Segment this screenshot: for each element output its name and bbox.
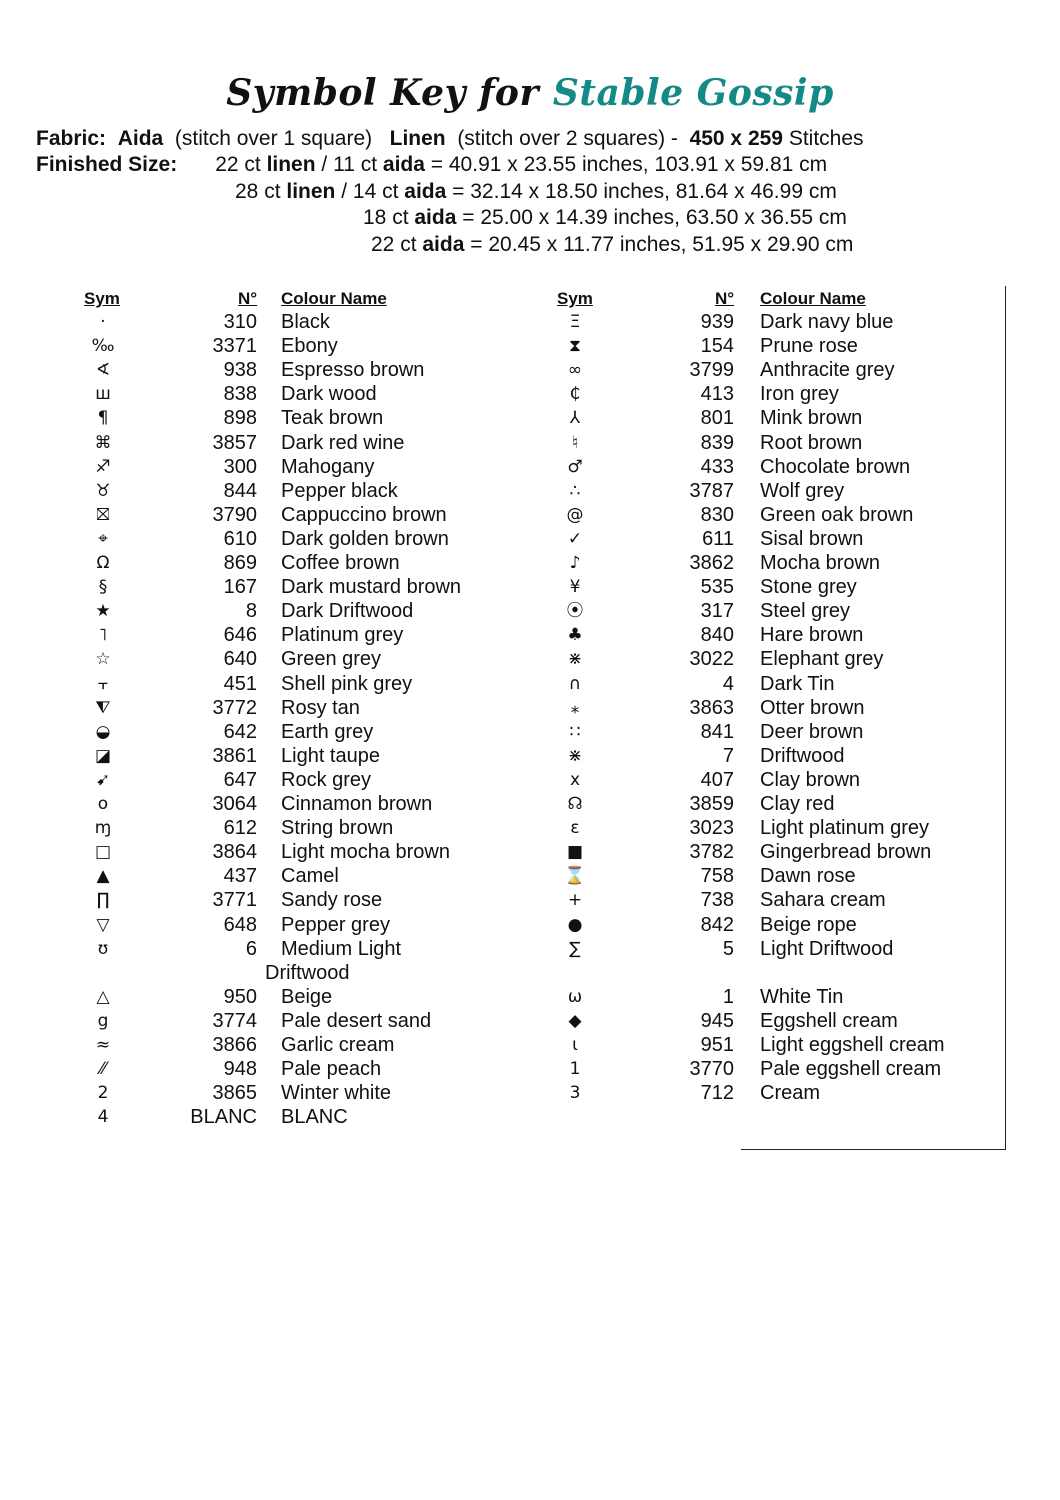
symbol-cell: 4	[97, 1107, 109, 1128]
colour-name-cell: Dawn rose	[760, 865, 856, 888]
number-cell: 6	[245, 937, 257, 960]
size-sep: / 11 ct	[321, 153, 378, 176]
symbol-cell: ∏	[96, 890, 110, 911]
fabric-aida: Aida	[117, 127, 164, 150]
symbol-cell: ◒	[95, 721, 111, 742]
number-cell: 3022	[689, 648, 734, 671]
symbol-cell: §	[98, 577, 108, 598]
colour-name-continued: Driftwood	[265, 961, 350, 984]
symbol-cell: ∢	[95, 360, 111, 381]
symbol-cell: ⧨	[95, 697, 111, 718]
symbol-cell: ɱ	[94, 818, 112, 839]
size-dims: = 40.91 x 23.55 inches, 103.91 x 59.81 cm	[430, 153, 828, 176]
number-cell: 300	[223, 455, 257, 478]
colour-name-cell: Black	[281, 311, 330, 333]
number-cell: 3862	[689, 552, 734, 574]
symbol-cell: ≈	[95, 1035, 111, 1055]
colour-name-cell: Teak brown	[281, 407, 384, 430]
number-cell: 3866	[212, 1034, 257, 1056]
colour-name-cell: Steel grey	[760, 600, 851, 623]
colour-name-cell: Medium Light	[281, 937, 402, 960]
colour-name-cell: Pepper grey	[281, 913, 390, 936]
number-cell: 738	[700, 889, 734, 912]
number-cell: 8	[245, 600, 257, 623]
number-cell: 451	[223, 672, 257, 695]
number-cell: 898	[223, 407, 257, 430]
size-dims: = 32.14 x 18.50 inches, 81.64 x 46.99 cm	[452, 180, 837, 203]
colour-name-cell: Light taupe	[281, 744, 380, 767]
symbol-cell: ⌘	[94, 432, 112, 453]
number-cell: 3857	[212, 431, 257, 454]
finished-size-line	[363, 205, 847, 231]
number-cell: 3865	[212, 1082, 257, 1105]
colour-name-cell: Sisal brown	[760, 527, 864, 550]
number-cell: 640	[223, 648, 257, 671]
size-ct: 28 ct	[235, 180, 281, 203]
symbol-cell: 2	[97, 1083, 109, 1104]
symbol-cell: ¥	[569, 577, 581, 598]
colour-name-cell: Pale peach	[281, 1058, 382, 1081]
symbol-cell: □	[94, 842, 112, 863]
colour-name-cell: Shell pink grey	[281, 672, 413, 695]
symbol-cell: ‰	[91, 336, 115, 357]
symbol-cell: ⋇	[567, 745, 583, 766]
colour-name-cell: Mocha brown	[760, 552, 881, 574]
number-cell: 647	[223, 768, 257, 791]
colour-name-cell: Pale eggshell cream	[760, 1058, 942, 1081]
table-border-right	[1005, 286, 1006, 1150]
symbol-cell: ★	[95, 601, 111, 622]
colour-name-cell: Wolf grey	[760, 479, 845, 502]
symbol-cell: ♮	[571, 432, 579, 453]
colour-name-cell: Cream	[760, 1082, 821, 1105]
symbol-cell: ∑	[569, 938, 581, 959]
symbol-cell: 1	[569, 1059, 581, 1080]
symbol-cell: o	[97, 794, 109, 814]
number-cell: 4	[722, 672, 734, 695]
number-cell: 3787	[689, 479, 734, 502]
size-fabric: linen	[286, 180, 336, 203]
number-cell: 3799	[689, 359, 734, 382]
colour-name-cell: Anthracite grey	[760, 359, 895, 382]
finished-size-line	[36, 152, 827, 178]
colour-name-cell: Green grey	[281, 648, 382, 671]
size-fabric-2: aida	[382, 153, 425, 176]
fabric-label: Fabric:	[36, 127, 107, 150]
finished-size-line	[371, 232, 853, 258]
finished-size-line	[235, 179, 837, 205]
fabric-linen: Linen	[389, 127, 446, 150]
colour-name-cell: Root brown	[760, 431, 863, 454]
symbol-cell: ⫟	[97, 673, 109, 694]
right-header-name: Colour Name	[760, 289, 866, 308]
colour-name-cell: Dark golden brown	[281, 527, 449, 550]
number-cell: 646	[223, 624, 257, 647]
number-cell: 948	[223, 1058, 257, 1081]
colour-name-cell: Stone grey	[760, 576, 857, 599]
colour-name-cell: Light Driftwood	[760, 937, 894, 960]
size-fabric: aida	[422, 233, 465, 256]
number-cell: 7	[722, 744, 734, 767]
colour-name-cell: Coffee brown	[281, 552, 400, 574]
number-cell: 3859	[689, 793, 734, 815]
symbol-cell: ɛ	[570, 818, 580, 839]
symbol-cell: x	[569, 769, 581, 790]
number-cell: 3064	[212, 793, 257, 815]
symbol-cell: ⌛	[564, 866, 586, 887]
symbol-cell: ∷	[569, 721, 581, 742]
symbol-cell: ⧗	[569, 336, 581, 357]
colour-name-cell: Winter white	[281, 1082, 392, 1105]
size-dims: = 25.00 x 14.39 inches, 63.50 x 36.55 cm	[462, 206, 847, 229]
number-cell: 840	[700, 624, 734, 647]
number-cell: 3863	[689, 696, 734, 719]
symbol-cell: ☊	[567, 794, 583, 814]
number-cell: 839	[700, 431, 734, 454]
fabric-linen-note: (stitch over 2 squares) -	[457, 127, 678, 150]
symbol-cell: ♪	[569, 553, 581, 573]
colour-name-cell: Beige rope	[760, 913, 857, 936]
number-cell: 844	[223, 479, 257, 502]
number-cell: 317	[700, 600, 734, 623]
colour-name-cell: White Tin	[760, 985, 844, 1008]
number-cell: 310	[223, 311, 257, 333]
colour-name-cell: Pepper black	[281, 479, 398, 502]
symbol-cell: +	[567, 890, 583, 911]
colour-name-cell: Light mocha brown	[281, 841, 450, 864]
colour-name-cell: Cappuccino brown	[281, 503, 447, 526]
colour-name-cell: Dark red wine	[281, 431, 405, 454]
colour-name-cell: Iron grey	[760, 383, 839, 406]
symbol-cell: ♐	[95, 456, 111, 477]
colour-name-cell: Chocolate brown	[760, 455, 911, 478]
symbol-cell: ⅄	[569, 408, 581, 429]
table-border-bottom	[741, 1149, 1006, 1150]
symbol-cell: ∩	[568, 673, 582, 694]
number-cell: 869	[223, 552, 257, 574]
symbol-cell: 3	[569, 1083, 581, 1104]
symbol-cell: ■	[566, 842, 584, 863]
symbol-cell: ω	[567, 986, 583, 1007]
number-cell: 842	[700, 913, 734, 936]
number-cell: 612	[223, 817, 257, 840]
number-cell: 3864	[212, 841, 257, 864]
number-cell: 433	[700, 455, 734, 478]
number-cell: 535	[700, 576, 734, 599]
colour-name-cell: Light platinum grey	[760, 817, 929, 840]
stitch-count: 450 x 259	[689, 127, 783, 150]
size-ct: 22 ct	[215, 153, 261, 176]
number-cell: 838	[223, 383, 257, 406]
colour-name-cell: Eggshell cream	[760, 1009, 898, 1032]
number-cell: 3774	[212, 1009, 257, 1032]
number-cell: 758	[700, 865, 734, 888]
number-cell: 642	[223, 720, 257, 743]
number-cell: 5	[722, 937, 734, 960]
symbol-cell: Ξ	[569, 312, 581, 332]
symbol-cell: Ω	[96, 553, 110, 573]
symbol-cell: ·	[100, 312, 106, 332]
number-cell: 3771	[212, 889, 257, 912]
size-ct: 22 ct	[371, 233, 417, 256]
colour-name-cell: Gingerbread brown	[760, 841, 932, 864]
colour-name-cell: Earth grey	[281, 720, 374, 743]
number-cell: 648	[223, 913, 257, 936]
symbol-cell: ʊ	[97, 938, 109, 959]
number-cell: 3772	[212, 696, 257, 719]
symbol-cell: ₵	[569, 384, 581, 405]
pattern-name: Stable Gossip	[552, 72, 834, 114]
colour-name-cell: Beige	[281, 985, 333, 1008]
colour-name-cell: Deer brown	[760, 720, 864, 743]
right-header-sym: Sym	[557, 289, 593, 308]
symbol-cell: ⁄⁄	[100, 1059, 106, 1080]
stitches-word: Stitches	[788, 127, 864, 150]
number-cell: 951	[700, 1034, 734, 1056]
colour-name-cell: Light eggshell cream	[760, 1034, 945, 1056]
number-cell: 830	[700, 503, 734, 526]
number-cell: 407	[700, 768, 734, 791]
page-title	[0, 72, 1060, 114]
symbol-cell: ♉	[95, 480, 111, 501]
symbol-cell: ¶	[97, 408, 109, 429]
number-cell: 3371	[212, 335, 257, 358]
number-cell: 167	[223, 576, 257, 599]
colour-name-cell: Camel	[281, 865, 339, 888]
symbol-cell: ☆	[95, 649, 111, 670]
colour-name-cell: String brown	[281, 817, 394, 840]
colour-name-cell: Espresso brown	[281, 359, 425, 382]
symbol-cell: ⁎	[570, 697, 580, 718]
colour-name-cell: Rock grey	[281, 768, 372, 791]
colour-name-cell: Garlic cream	[281, 1034, 395, 1056]
left-header-sym: Sym	[84, 289, 120, 308]
number-cell: 1	[722, 985, 734, 1008]
symbol-cell: ♂	[567, 456, 583, 477]
number-cell: 939	[700, 311, 734, 333]
colour-name-cell: Dark wood	[281, 383, 377, 406]
size-ct: 18 ct	[363, 206, 409, 229]
size-fabric-2: aida	[404, 180, 447, 203]
colour-name-cell: Dark Tin	[760, 672, 835, 695]
left-header-name: Colour Name	[281, 289, 387, 308]
number-cell: 3790	[212, 503, 257, 526]
colour-name-cell: Dark mustard brown	[281, 576, 462, 599]
colour-name-cell: Hare brown	[760, 624, 864, 647]
colour-name-cell: BLANC	[281, 1106, 348, 1129]
colour-name-cell: Clay red	[760, 793, 835, 815]
symbol-cell: ˥	[98, 625, 108, 646]
size-sep: / 14 ct	[341, 180, 399, 203]
size-fabric: linen	[266, 153, 316, 176]
number-cell: 3861	[212, 744, 257, 767]
symbol-cell: ɩ	[572, 1035, 578, 1055]
fabric-line	[36, 126, 864, 152]
number-cell: 950	[223, 985, 257, 1008]
symbol-cell: @	[566, 504, 584, 525]
symbol-cell: ➹	[95, 769, 111, 790]
number-cell: 3782	[689, 841, 734, 864]
title-prefix: Symbol Key for	[226, 72, 539, 114]
symbol-cell: ш	[95, 384, 111, 405]
symbol-cell: ♣	[567, 625, 583, 646]
colour-name-cell: Driftwood	[760, 744, 845, 767]
colour-name-cell: Rosy tan	[281, 696, 360, 719]
colour-name-cell: Platinum grey	[281, 624, 404, 647]
finished-size-label: Finished Size:	[36, 153, 178, 176]
colour-name-cell: Prune rose	[760, 335, 858, 358]
symbol-cell: ∞	[567, 360, 583, 381]
number-cell: 712	[700, 1082, 734, 1105]
size-dims: = 20.45 x 11.77 inches, 51.95 x 29.90 cm	[470, 233, 854, 256]
symbol-cell: ◆	[568, 1010, 582, 1031]
symbol-cell: ⋇	[567, 649, 583, 670]
fabric-aida-note: (stitch over 1 square)	[174, 127, 373, 150]
colour-name-cell: Cinnamon brown	[281, 793, 433, 815]
symbol-cell: g	[97, 1010, 109, 1031]
left-header-num: N°	[238, 289, 258, 308]
size-fabric: aida	[414, 206, 457, 229]
symbol-cell: ▲	[96, 866, 110, 887]
number-cell: 611	[702, 527, 734, 550]
number-cell: 3023	[689, 817, 734, 840]
right-header-num: N°	[715, 289, 735, 308]
symbol-cell: ✓	[567, 528, 583, 549]
number-cell: 841	[700, 720, 734, 743]
colour-name-cell: Mahogany	[281, 455, 375, 478]
number-cell: 3770	[689, 1058, 734, 1081]
number-cell: 610	[223, 527, 257, 550]
symbol-cell: △	[96, 986, 110, 1007]
colour-name-cell: Clay brown	[760, 768, 861, 791]
colour-name-cell: Elephant grey	[760, 648, 884, 671]
colour-name-cell: Pale desert sand	[281, 1009, 432, 1032]
symbol-cell: ⛝	[96, 504, 110, 525]
colour-name-cell: Mink brown	[760, 407, 863, 430]
colour-name-cell: Green oak brown	[760, 503, 914, 526]
symbol-cell: ∴	[569, 480, 581, 501]
colour-name-cell: Otter brown	[760, 696, 865, 719]
number-cell: 413	[700, 383, 734, 406]
symbol-cell: ⌖	[98, 528, 108, 549]
symbol-cell: ◪	[94, 745, 112, 766]
symbol-cell: ⦿	[566, 601, 584, 622]
colour-name-cell: Dark Driftwood	[281, 600, 414, 623]
number-cell: 154	[700, 335, 734, 358]
number-cell: 938	[223, 359, 257, 382]
colour-name-cell: Dark navy blue	[760, 311, 894, 333]
symbol-cell: ▽	[96, 914, 110, 935]
colour-name-cell: Ebony	[281, 335, 338, 358]
number-cell: 437	[223, 865, 257, 888]
number-cell: BLANC	[190, 1106, 257, 1129]
colour-name-cell: Sandy rose	[281, 889, 383, 912]
colour-name-cell: Sahara cream	[760, 889, 886, 912]
symbol-cell: ●	[567, 914, 583, 935]
number-cell: 801	[700, 407, 734, 430]
number-cell: 945	[700, 1009, 734, 1032]
